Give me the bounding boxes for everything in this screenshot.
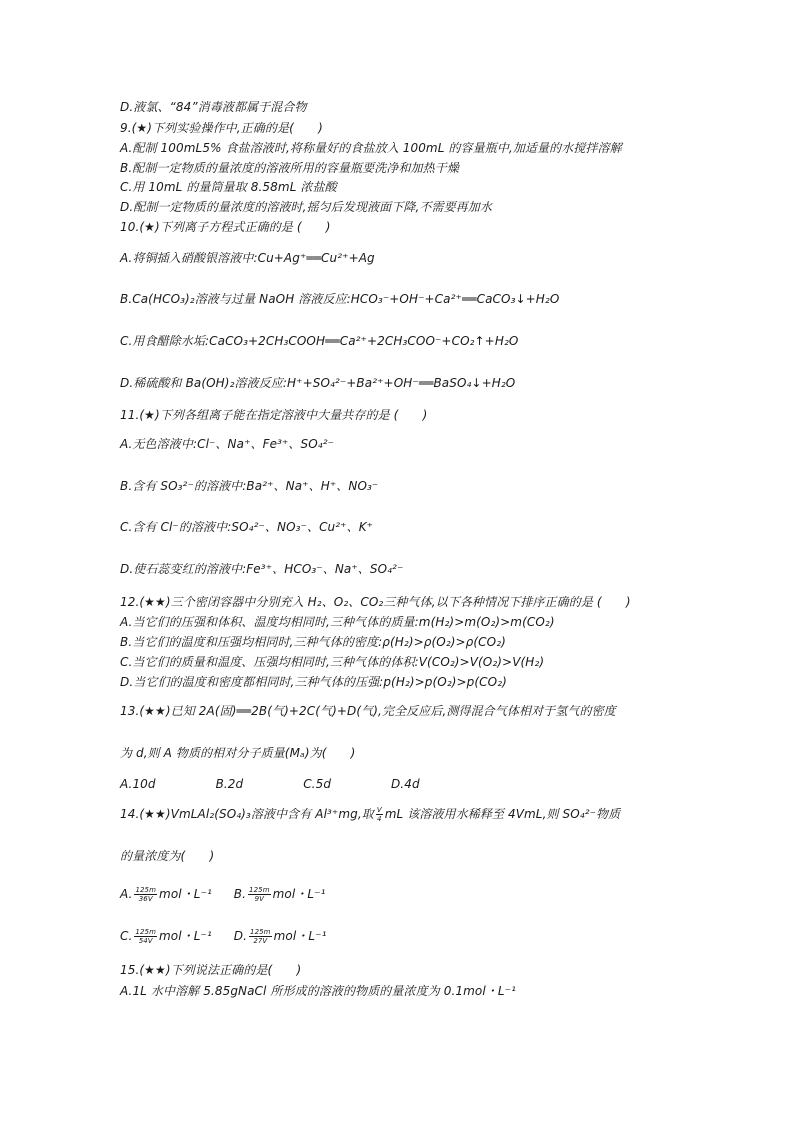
q13-option-a: A.10d [120, 777, 156, 791]
q14-text-after: mL 该溶液用水稀释至 4VmL,则 SO₄²⁻物质 [384, 807, 621, 821]
q10-option-a: A.将铜插入硝酸银溶液中:Cu+Ag⁺══Cu²⁺+Ag [120, 251, 375, 265]
q11-option-c: C.含有 Cl⁻的溶液中:SO₄²⁻、NO₃⁻、Cu²⁺、K⁺ [120, 520, 374, 534]
question-9-stem: 9.(★)下列实验操作中,正确的是( ) [120, 121, 323, 135]
q12-option-d: D.当它们的温度和密度都相同时,三种气体的压强:p(H₂)>p(O₂)>p(CO₂) [120, 675, 507, 689]
q10-option-b: B.Ca(HCO₃)₂溶液与过量 NaOH 溶液反应:HCO₃⁻+OH⁻+Ca²⁺══CaCO₃↓+H₂O [120, 292, 560, 306]
q14-option-c: C. $\frac{125m}{54V}$ mol・L⁻¹ [120, 928, 212, 945]
q11-option-d: D.使石蕊变红的溶液中:Fe³⁺、HCO₃⁻、Na⁺、SO₄²⁻ [120, 562, 404, 576]
q9-option-d: D.配制一定物质的量浓度的溶液时,摇匀后发现液面下降,不需要再加水 [120, 200, 492, 214]
q11-option-b: B.含有 SO₃²⁻的溶液中:Ba²⁺、Na⁺、H⁺、NO₃⁻ [120, 479, 379, 493]
q14-fraction-num: V [376, 806, 382, 814]
q14-option-d: D. $\frac{125m}{27V}$ mol・L⁻¹ [233, 928, 327, 945]
q13-option-c: C.5d [303, 777, 332, 791]
q14-option-b: B. $\frac{125m}{9V}$ mol・L⁻¹ [233, 886, 326, 903]
question-15-stem: 15.(★★)下列说法正确的是( ) [120, 963, 302, 977]
q13-option-d: D.4d [390, 777, 420, 791]
q12-option-a: A.当它们的压强和体积、温度均相同时,三种气体的质量:m(H₂)>m(O₂)>m(CO₂) [120, 615, 555, 629]
q14-text-before: 14.(★★)VmLAl₂(SO₄)₃溶液中含有 Al³⁺mg,取 [120, 807, 374, 821]
question-14-stem-line1 [120, 806, 694, 823]
q10-option-c: C.用食醋除水垢:CaCO₃+2CH₃COOH══Ca²⁺+2CH₃COO⁻+CO₂↑+H₂O [120, 334, 519, 348]
q15-option-a: A.1L 水中溶解 5.85gNaCl 所形成的溶液的物质的量浓度为 0.1mol・L⁻¹ [120, 984, 516, 998]
q14-options-row1 [120, 886, 694, 903]
q13-options-row [120, 776, 694, 792]
q11-option-a: A.无色溶液中:Cl⁻、Na⁺、Fe³⁺、SO₄²⁻ [120, 437, 335, 451]
question-12-stem: 12.(★★)三个密闭容器中分别充入 H₂、O₂、CO₂三种气体,以下各种情况下排序正确的是 ( ) [120, 595, 631, 609]
q12-option-b: B.当它们的温度和压强均相同时,三种气体的密度:ρ(H₂)>ρ(O₂)>ρ(CO₂) [120, 635, 506, 649]
q8-option-d: D.液氯、“84”消毒液都属于混合物 [120, 100, 307, 114]
q13-option-b: B.2d [215, 777, 244, 791]
q9-option-b: B.配制一定物质的量浓度的溶液所用的容量瓶要洗净和加热干燥 [120, 161, 459, 175]
question-13-stem-line1: 13.(★★)已知 2A(固)══2B(气)+2C(气)+D(气),完全反应后,测得混合气体相对于氢气的密度 [120, 704, 616, 718]
q9-option-a: A.配制 100mL5% 食盐溶液时,将称量好的食盐放入 100mL 的容量瓶中,加适量的水搅拌溶解 [120, 141, 622, 155]
question-11-stem: 11.(★)下列各组离子能在指定溶液中大量共存的是 ( ) [120, 408, 428, 422]
q14-option-a: A. $\frac{125m}{36V}$ mol・L⁻¹ [120, 886, 212, 903]
question-14-stem-line2: 的量浓度为( ) [120, 849, 215, 863]
q10-option-d: D.稀硫酸和 Ba(OH)₂溶液反应:H⁺+SO₄²⁻+Ba²⁺+OH⁻══BaSO₄↓+H₂O [120, 376, 516, 390]
q14-options-row2 [120, 928, 694, 945]
q9-option-c: C.用 10mL 的量筒量取 8.58mL 浓盐酸 [120, 180, 337, 194]
q12-option-c: C.当它们的质量和温度、压强均相同时,三种气体的体积:V(CO₂)>V(O₂)>V(H₂) [120, 655, 545, 669]
q14-fraction [376, 806, 383, 823]
question-10-stem: 10.(★)下列离子方程式正确的是 ( ) [120, 220, 331, 234]
question-13-stem-line2: 为 d,则 A 物质的相对分子质量(Mₐ)为( ) [120, 746, 356, 760]
q14-fraction-den: 4 [377, 815, 382, 823]
